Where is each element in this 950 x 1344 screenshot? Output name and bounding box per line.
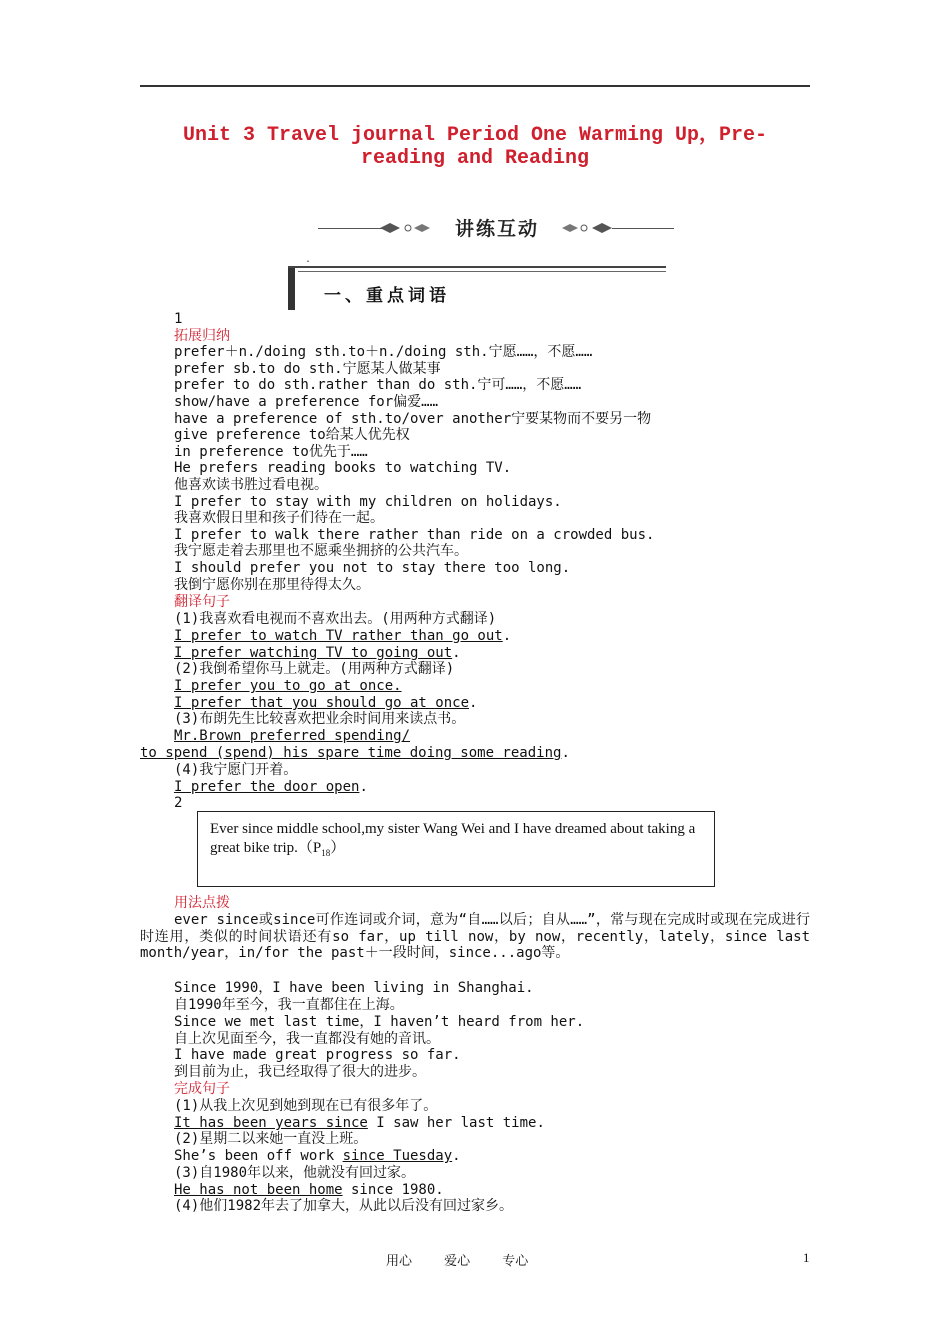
heading-rule-1 [288, 266, 666, 268]
answer-line [174, 678, 402, 694]
list-item: give preference to给某人优先权 [174, 427, 410, 443]
page-title [140, 124, 810, 170]
answer: It has been years since [174, 1115, 368, 1131]
list-item: show/have a preference for偏爱…… [174, 394, 439, 410]
answer-line: I prefer the door open. [174, 779, 368, 795]
answer: I prefer watching TV to going out [174, 645, 453, 661]
section-heading-text: 一、重点词语 [324, 286, 450, 306]
answer: He has not been home [174, 1182, 343, 1198]
example-line: Since we met last time，I haven’t heard from her. [174, 1014, 585, 1030]
banner-label: 讲练互动 [454, 218, 539, 240]
page-number: 1 [803, 1250, 810, 1265]
complete-label: 完成句子 [174, 1081, 230, 1097]
question: (2)星期二以来她一直没上班。 [174, 1131, 368, 1147]
list-item: prefer sb.to do sth.宁愿某人做某事 [174, 361, 441, 377]
list-item: I should prefer you not to stay there too long. [174, 560, 571, 576]
question: (4)我宁愿门开着。 [174, 762, 298, 778]
diamond-ornament-icon [378, 221, 434, 235]
question: (2)我倒希望你马上就走。(用两种方式翻译) [174, 661, 455, 677]
list-item: I prefer to walk there rather than ride on a crowded bus. [174, 527, 655, 543]
example-box [197, 811, 715, 887]
banner-right-line [612, 228, 674, 229]
header-rule [140, 85, 810, 87]
list-item: in preference to优先于…… [174, 444, 368, 460]
answer-line: It has been years since I saw her last time. [174, 1115, 545, 1131]
answer: since Tuesday [342, 1148, 453, 1164]
list-item: I prefer to stay with my children on holidays. [174, 494, 562, 510]
answer: Mr.Brown preferred spending/ [174, 728, 411, 744]
heading-rule-2 [298, 271, 666, 272]
list-item: prefer＋n./doing sth.to＋n./doing sth.宁愿……，不愿…… [174, 344, 593, 360]
question: (3)布朗先生比较喜欢把业余时间用来读点书。 [174, 711, 466, 727]
example-line: 到目前为止，我已经取得了很大的进步。 [174, 1064, 426, 1080]
example-line: 自上次见面至今，我一直都没有她的音讯。 [174, 1031, 440, 1047]
list-item: He prefers reading books to watching TV. [174, 460, 512, 476]
translate-label: 翻译句子 [174, 594, 230, 610]
title-line-2: reading and Reading [360, 147, 590, 170]
usage-label: 用法点拨 [174, 895, 230, 911]
example-sentence: Ever since middle school,my sister Wang Wei and I have dreamed about taking a great bike $trip.(P_{18})$ [210, 821, 696, 858]
answer-line: I prefer to watch TV rather than go out. [174, 628, 512, 644]
answer-line: to spend (spend) his spare time doing some reading. [140, 745, 570, 761]
list-item: have a preference of sth.to/over another宁要某物而不要另一物 [174, 411, 652, 427]
answer: I prefer to watch TV rather than go out [174, 628, 503, 644]
answer-line: I prefer that you should go at once. [174, 695, 478, 711]
list-item: 我喜欢假日里和孩子们待在一起。 [174, 510, 384, 526]
title-line-1: Unit 3 Travel journal Period One Warming Up，Pre- [182, 124, 768, 147]
section-banner [318, 216, 674, 242]
example-line: 自1990年至今，我一直都住在上海。 [174, 997, 404, 1013]
item-number: 1 [174, 311, 183, 327]
example-line: I have made great progress so far. [174, 1047, 461, 1063]
answer: to spend (spend) his spare time doing some reading [140, 745, 562, 761]
example-line: Since 1990，I have been living in Shanghai. [174, 980, 534, 996]
list-item: prefer to do sth.rather than do sth.宁可……，不愿…… [174, 377, 582, 393]
section-heading [288, 266, 666, 310]
answer-line: I prefer watching TV to going out. [174, 645, 461, 661]
usage-paragraph: ever since或since可作连词或介词，意为“自……以后；自从……”，常与现在完成时或现在完成进行时连用，类似的时间状语还有so far，up till now，by now，recently，lately，since last month/year，in/for the past＋一段时间，since...ago等。 [140, 912, 810, 961]
expand-label: 拓展归纳 [174, 328, 230, 344]
question: (1)从我上次见到她到现在已有很多年了。 [174, 1098, 438, 1114]
answer: I prefer the door open [174, 779, 360, 795]
answer-line: He has not been home since 1980. [174, 1182, 444, 1198]
answer: I prefer you to go at once. [174, 678, 402, 694]
banner-left-line [318, 228, 384, 229]
list-item: 我倒宁愿你别在那里待得太久。 [174, 577, 370, 593]
answer-line [174, 728, 410, 744]
question: (1)我喜欢看电视而不喜欢出去。(用两种方式翻译) [174, 611, 497, 627]
list-item: 我宁愿走着去那里也不愿乘坐拥挤的公共汽车。 [174, 543, 468, 559]
diamond-ornament-icon [558, 221, 614, 235]
item-number: 2 [174, 795, 183, 811]
footer-center: 用心 爱心 专心 [386, 1254, 529, 1269]
stray-period: . [305, 254, 312, 265]
answer: I prefer that you should go at once [174, 695, 470, 711]
list-item: 他喜欢读书胜过看电视。 [174, 477, 328, 493]
answer-line: She’s been off work since Tuesday. [174, 1148, 461, 1164]
heading-bar [288, 266, 295, 310]
question: (4)他们1982年去了加拿大，从此以后没有回过家乡。 [174, 1198, 513, 1214]
question: (3)自1980年以来，他就没有回过家。 [174, 1165, 416, 1181]
